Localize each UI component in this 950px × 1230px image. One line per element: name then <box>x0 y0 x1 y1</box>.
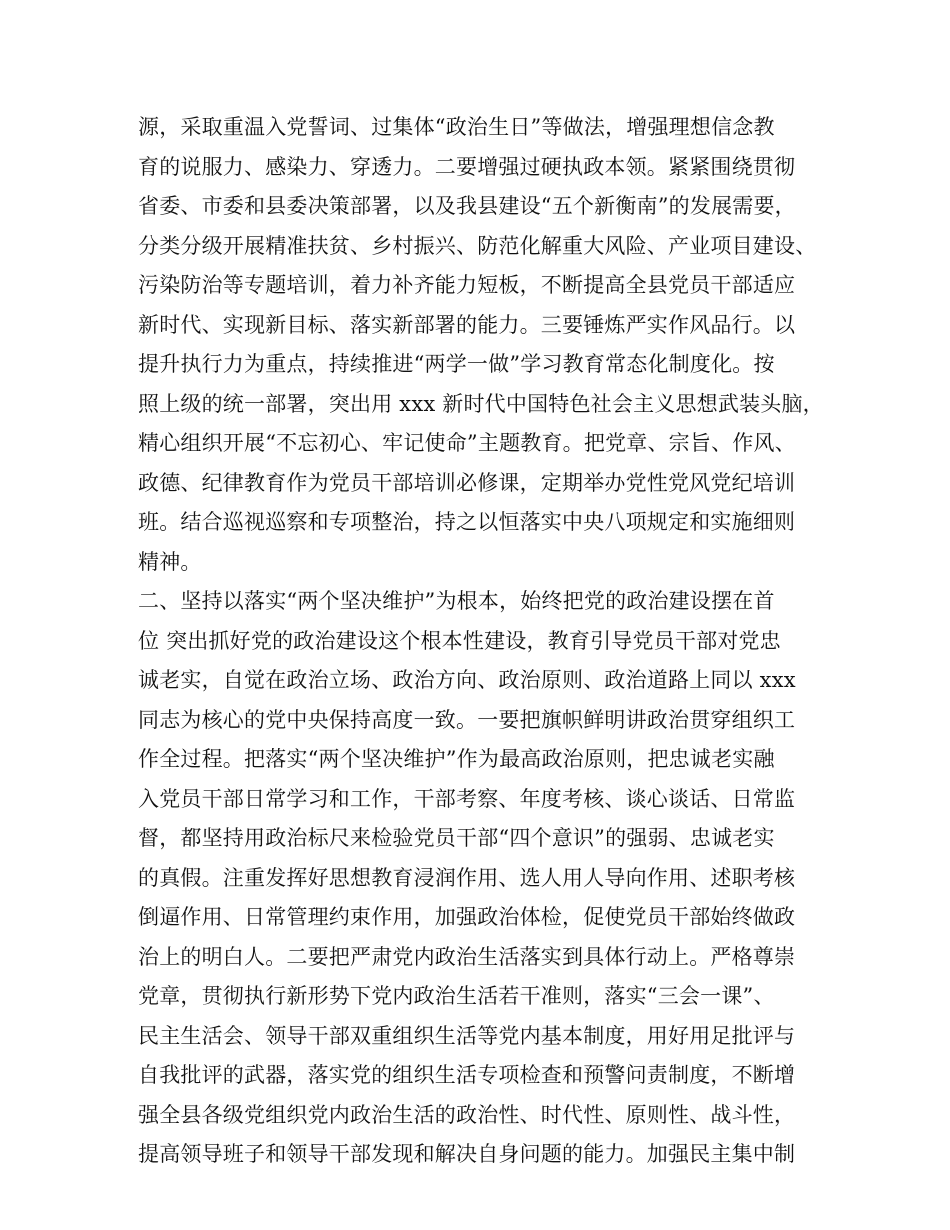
body-text <box>138 108 838 1175</box>
text-line: 新时代、实现新目标、落实新部署的能力。三要锤炼严实作风品行。以 <box>138 312 796 337</box>
text-line: 党章，贯彻执行新形势下党内政治生活若干准则，落实“三会一课”、 <box>138 984 775 1008</box>
text-line: 照上级的统一部署，突出用 xxx 新时代中国特色社会主义思想武装头脑， <box>138 391 824 416</box>
text-line: 督，都坚持用政治标尺来检验党员干部“四个意识”的强弱、忠诚老实 <box>138 826 775 850</box>
text-line: 分类分级开展精准扶贫、乡村振兴、防范化解重大风险、产业项目建设、 <box>138 233 817 258</box>
section-heading-line: 二、坚持以落实“两个坚决维护”为根本，始终把党的政治建设摆在首 <box>138 589 775 613</box>
text-line: 精神。 <box>138 549 202 574</box>
text-line: 自我批评的武器，落实党的组织生活专项检查和预警问责制度，不断增 <box>138 1063 796 1087</box>
text-line: 治上的明白人。二要把严肃党内政治生活落实到具体行动上。严格尊崇 <box>138 944 796 969</box>
text-line: 作全过程。把落实“两个坚决维护”作为最高政治原则，把忠诚老实融 <box>138 747 775 771</box>
text-line: 提升执行力为重点，持续推进“两学一做”学习教育常态化制度化。按 <box>138 352 775 376</box>
text-line: 入党员干部日常学习和工作，干部考察、年度考核、谈心谈话、日常监 <box>138 786 796 811</box>
text-line: 班。结合巡视巡察和专项整治，持之以恒落实中央八项规定和实施细则 <box>138 510 796 534</box>
text-line: 诚老实，自觉在政治立场、政治方向、政治原则、政治道路上同以 xxx <box>138 668 796 692</box>
text-line: 污染防治等专题培训，着力补齐能力短板，不断提高全县党员干部适应 <box>138 273 796 297</box>
text-line: 精心组织开展“不忘初心、牢记使命”主题教育。把党章、宗旨、作风、 <box>138 431 796 455</box>
text-line: 育的说服力、感染力、穿透力。二要增强过硬执政本领。紧紧围绕贯彻 <box>138 154 796 179</box>
text-line: 政德、纪律教育作为党员干部培训必修课，定期举办党性党风党纪培训 <box>138 470 796 495</box>
text-line: 提高领导班子和领导干部发现和解决自身问题的能力。加强民主集中制 <box>138 1142 796 1166</box>
text-line: 的真假。注重发挥好思想教育浸润作用、选人用人导向作用、述职考核 <box>138 865 796 890</box>
text-line: 省委、市委和县委决策部署，以及我县建设“五个新衡南”的发展需要， <box>138 194 796 218</box>
text-line: 位 突出抓好党的政治建设这个根本性建设，教育引导党员干部对党忠 <box>138 628 781 653</box>
text-line: 民主生活会、领导干部双重组织生活等党内基本制度，用好用足批评与 <box>138 1023 796 1048</box>
text-line: 倒逼作用、日常管理约束作用，加强政治体检，促使党员干部始终做政 <box>138 905 796 929</box>
text-line: 强全县各级党组织党内政治生活的政治性、时代性、原则性、战斗性， <box>138 1102 796 1127</box>
text-line: 源，采取重温入党誓词、过集体“政治生日”等做法，增强理想信念教 <box>138 115 775 139</box>
text-line: 同志为核心的党中央保持高度一致。一要把旗帜鲜明讲政治贯穿组织工 <box>138 707 796 732</box>
